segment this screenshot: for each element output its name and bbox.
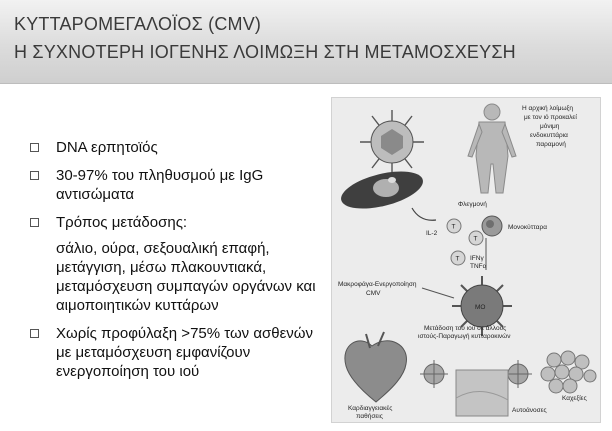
svg-text:T: T xyxy=(455,255,460,263)
virus-particle-icon xyxy=(360,110,424,174)
t-cell-icon xyxy=(469,231,483,245)
cmv-pathogenesis-figure xyxy=(331,97,601,423)
bullet-item xyxy=(30,138,330,157)
cachexia-label: Καχεξίες xyxy=(562,395,587,402)
heart-icon xyxy=(345,332,407,402)
infected-cell-icon xyxy=(337,164,426,215)
infected-cell-icon xyxy=(420,360,448,388)
inflammation-label: Φλεγμονή xyxy=(458,201,487,208)
arrow-icon xyxy=(412,208,436,220)
title-band xyxy=(0,0,612,84)
cardiovascular-label: Καρδιαγγειακές παθήσεις xyxy=(348,405,393,420)
svg-text:ΜΟ: ΜΟ xyxy=(475,304,486,311)
virus-transmission-label: Μετάδοση του ιού σε άλλους ιστούς-Παραγωγή κυτταροκινών xyxy=(418,325,511,340)
bullet-list xyxy=(30,138,330,390)
slide-subtitle: Η ΣΥΧΝΟΤΕΡΗ ΙΟΓΕΝΗΣ ΛΟΙΜΩΞΗ ΣΤΗ ΜΕΤΑΜΟΣΧΕΥΣΗ xyxy=(14,42,516,62)
bullet-item xyxy=(30,324,330,381)
bullet-item xyxy=(30,166,330,204)
cell-cluster-icon xyxy=(541,351,596,393)
square-bullet-icon xyxy=(30,171,39,180)
bullet-item xyxy=(30,213,330,232)
tissue-image xyxy=(456,370,508,416)
t-cell-icon xyxy=(447,219,461,233)
ifn-gamma-label: IFNγ xyxy=(470,255,484,262)
slide-title: ΚΥΤΤΑΡΟΜΕΓΑΛΟΪΟΣ (CMV) xyxy=(14,14,262,34)
monocyte-icon xyxy=(482,216,502,236)
figure-illustration xyxy=(332,98,601,423)
t-cell-icon xyxy=(451,251,465,265)
macrophage-activation-label: Μακροφάγα-Ενεργοποίηση CMV xyxy=(338,281,417,297)
square-bullet-icon xyxy=(30,329,39,338)
bullet-text: Χωρίς προφύλαξη >75% των ασθενών με μεταμόσχευση εμφανίζουν ενεργοποίηση του ιού xyxy=(56,325,314,380)
tnf-alpha-label: TNFα xyxy=(470,263,487,270)
square-bullet-icon xyxy=(30,143,39,152)
square-bullet-icon xyxy=(30,218,39,227)
human-body-icon xyxy=(468,104,516,193)
svg-text:T: T xyxy=(451,223,456,231)
arrow-icon xyxy=(422,288,454,298)
monocytes-label: Μονοκύτταρα xyxy=(508,224,547,231)
initial-infection-label: Η αρχική λοίμωξη με τον ιό προκαλεί μόνιμη ενδοκυττάρια παραμονή xyxy=(522,105,577,148)
bullet-text: 30-97% του πληθυσμού με IgG αντισώματα xyxy=(56,167,264,203)
bullet-text: DNA ερπητοϊός xyxy=(56,139,158,156)
svg-text:T: T xyxy=(473,235,478,243)
bullet-text: Τρόπος μετάδοσης: xyxy=(56,214,188,231)
autoimmune-label: Αυτοάνοσες xyxy=(512,407,547,414)
bullet-subtext: σάλιο, ούρα, σεξουαλική επαφή, μετάγγιση, μέσω πλακουντιακά, μεταμόσχευση συμπαγών οργάνων και αιμοποιητικών κυττάρων xyxy=(56,240,316,314)
il2-label: IL-2 xyxy=(426,230,438,237)
